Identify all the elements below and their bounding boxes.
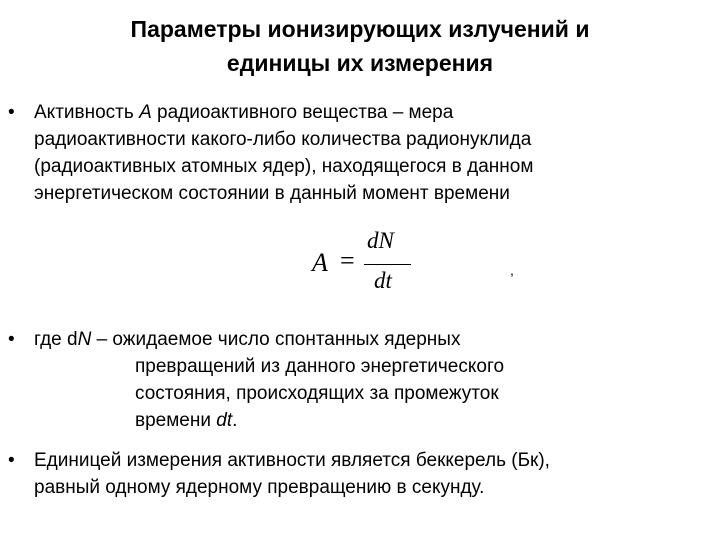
text: – ожидаемое число спонтанных ядерных — [91, 329, 461, 350]
formula-equals: = — [340, 246, 355, 275]
activity-formula — [312, 226, 412, 302]
formula-trailing-comma: , — [510, 262, 514, 278]
activity-symbol: А — [139, 102, 152, 123]
dt-symbol: dt — [216, 410, 233, 431]
slide-title — [0, 12, 720, 80]
formula-lhs: A — [312, 248, 328, 277]
dn-definition-line-4 — [135, 407, 237, 434]
activity-definition-line-1 — [34, 99, 453, 126]
activity-definition-line-3: (радиоактивных атомных ядер), находящегося в данном — [34, 156, 534, 177]
title-line-1: Параметры ионизирующих излучений и — [130, 16, 590, 42]
bullet-3: • — [8, 450, 15, 471]
bullet-2: • — [8, 329, 15, 350]
unit-definition-line-2: равный одному ядерному превращению в секунду. — [34, 477, 485, 498]
text: времени — [135, 410, 217, 431]
text: . — [232, 410, 238, 431]
text: радиоактивного вещества – мера — [151, 102, 454, 123]
unit-definition-line-1: Единицей измерения активности является беккерель (Бк), — [34, 450, 550, 471]
text: Активность — [34, 102, 140, 123]
dn-definition-line-2: превращений из данного энергетического — [135, 356, 505, 377]
activity-definition-line-2: радиоактивности какого-либо количества радионуклида — [34, 129, 532, 150]
bullet-1: • — [8, 102, 15, 123]
n-symbol: N — [77, 329, 92, 350]
text: где d — [34, 329, 78, 350]
title-line-2: единицы их измерения — [226, 50, 494, 76]
formula-numerator: dN — [367, 228, 394, 253]
activity-definition-line-4: энергетическом состоянии в данный момент времени — [34, 183, 510, 204]
formula-fraction-bar — [364, 264, 411, 265]
dn-definition-line-3: состояния, происходящих за промежуток — [135, 383, 499, 404]
formula-denominator: dt — [374, 268, 392, 293]
dn-definition-line-1 — [34, 326, 460, 353]
